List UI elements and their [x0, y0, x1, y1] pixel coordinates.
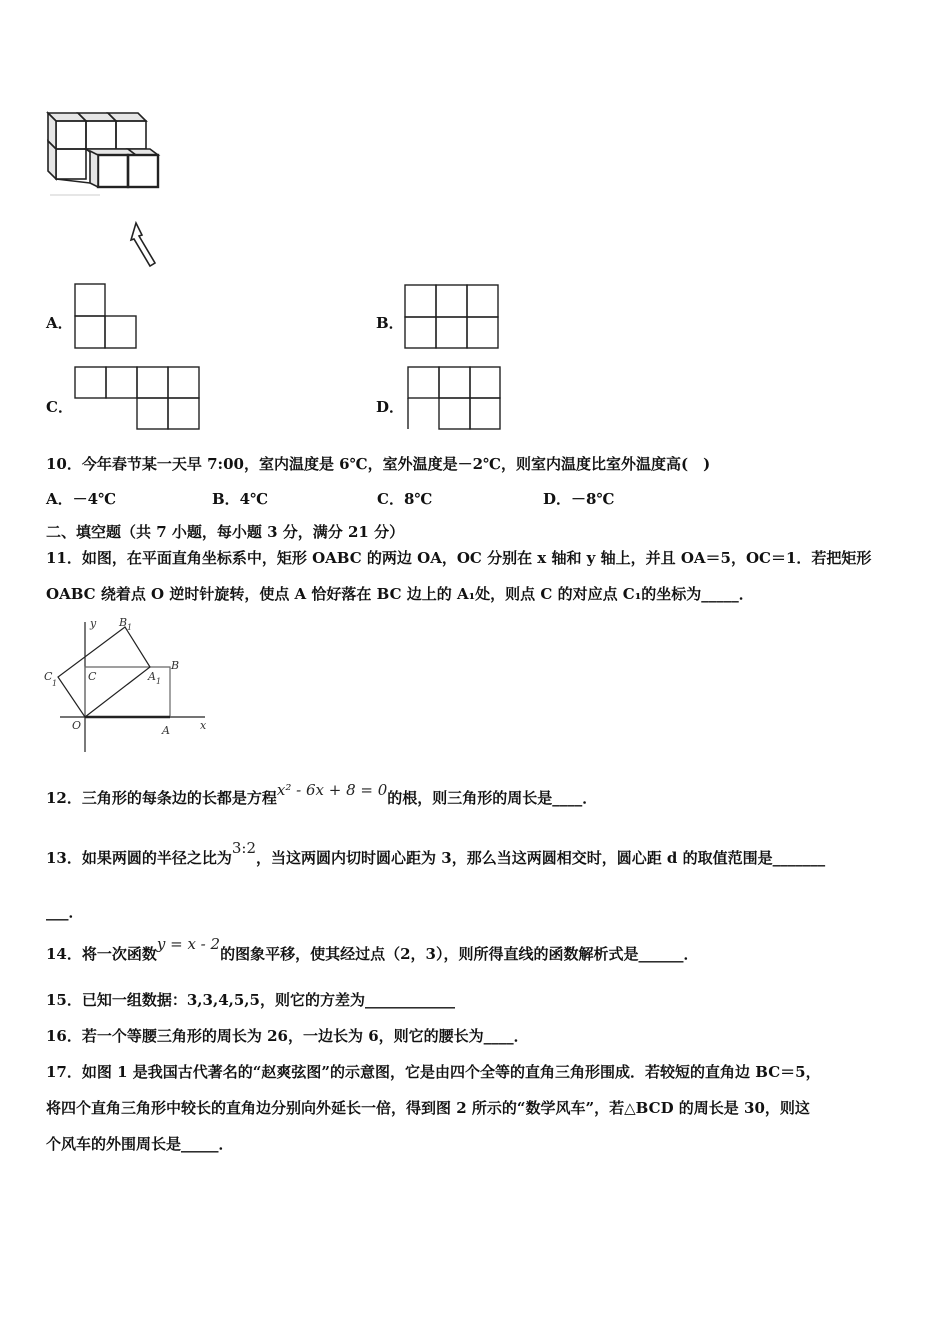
section-title: 二、填空题（共 7 小题，每小题 3 分，满分 21 分）: [46, 523, 405, 541]
origin-label: O: [72, 719, 82, 732]
point-a-label: A: [162, 724, 170, 737]
q14-function: y = x - 2: [156, 935, 221, 953]
option-a-label: A．: [46, 314, 73, 332]
view-arrow-icon: [131, 223, 155, 266]
q16-text: 16．若一个等腰三角形的周长为 26，一边长为 6，则它的腰长为____．: [46, 1027, 529, 1045]
option-c-figure: [74, 366, 202, 432]
q14-post: 的图象平移，使其经过点（2，3），则所得直线的函数解析式是______．: [220, 945, 699, 963]
q12-text: [46, 781, 598, 808]
q13-line2: ___．: [46, 903, 84, 921]
q12-equation: x² - 6x + 8 = 0: [276, 781, 388, 799]
q10-option-b: B．4℃: [212, 490, 269, 508]
q14-text: [46, 935, 699, 964]
point-a1-sub: 1: [156, 677, 162, 686]
point-b1-label: B: [119, 616, 128, 629]
q15-text: 15．已知一组数据：3,3,4,5,5，则它的方差为____________: [46, 991, 455, 1009]
point-c1-label: C: [44, 670, 53, 683]
q10-option-c: C．8℃: [377, 490, 433, 508]
q17-line1: 17．如图 1 是我国古代著名的“赵爽弦图”的示意图，它是由四个全等的直角三角形围成．若较短的直角边 BC＝5，: [46, 1063, 821, 1081]
point-a1-label: A: [148, 670, 156, 683]
point-c-label: C: [88, 670, 97, 683]
q17-line3: 个风车的外围周长是_____．: [46, 1135, 234, 1153]
x-axis-label: x: [200, 719, 207, 732]
q10-text: 10．今年春节某一天早 7:00，室内温度是 6℃，室外温度是－2℃，则室内温度比室外温度高( ): [46, 455, 711, 473]
q10-option-d: D．－8℃: [543, 490, 615, 508]
point-b1-sub: 1: [127, 623, 133, 632]
q10-option-a: A．－4℃: [46, 490, 117, 508]
option-b-label: B．: [376, 314, 404, 332]
option-d-figure: [404, 366, 502, 432]
point-b-label: B: [171, 659, 180, 672]
q14-pre: 14．将一次函数: [46, 945, 157, 963]
q11-line1: 11．如图，在平面直角坐标系中，矩形 OABC 的两边 OA，OC 分别在 x 轴和 y 轴上，并且 OA＝5，OC＝1．若把矩形: [46, 549, 872, 567]
option-b-figure: [404, 284, 500, 350]
q11-line2: OABC 绕着点 O 逆时针旋转，使点 A 恰好落在 BC 边上的 A₁处，则点 C 的对应点 C₁的坐标为_____．: [46, 585, 754, 603]
q17-line2: 将四个直角三角形中较长的直角边分别向外延长一倍，得到图 2 所示的“数学风车”，若△BCD 的周长是 30，则这: [46, 1099, 810, 1117]
option-d-label: D．: [376, 398, 405, 416]
q12-pre: 12．三角形的每条边的长都是方程: [46, 789, 277, 807]
point-c1-sub: 1: [52, 679, 58, 688]
q13-post: ，当这两圆内切时圆心距为 3，那么当这两圆相交时，圆心距 d 的取值范围是_______: [256, 849, 826, 867]
option-c-label: C．: [46, 398, 73, 416]
option-a-figure: [74, 282, 138, 350]
q13-pre: 13．如果两圆的半径之比为: [46, 849, 232, 867]
q11-coordinate-figure: [40, 612, 220, 762]
q13-text: [46, 839, 826, 868]
y-axis-label: y: [90, 617, 97, 630]
cube-stack-figure: [40, 105, 170, 270]
q12-post: 的根，则三角形的周长是____．: [387, 789, 598, 807]
q13-ratio: 3:2: [231, 839, 257, 857]
